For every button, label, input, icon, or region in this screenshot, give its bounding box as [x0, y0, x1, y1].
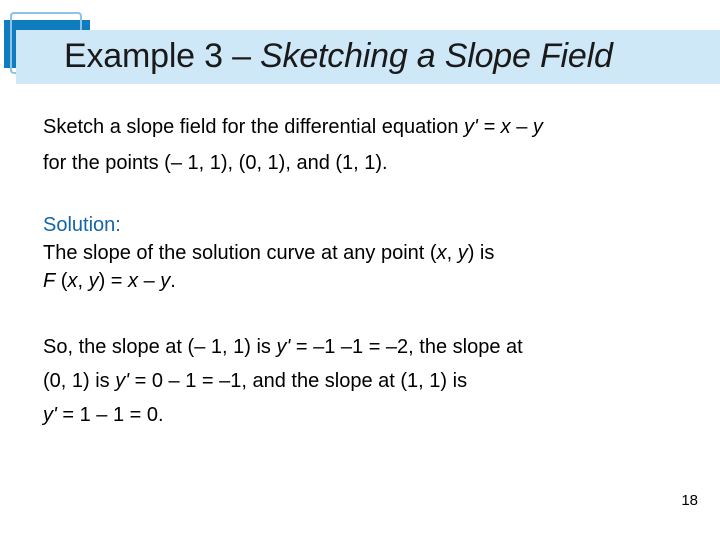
text-run: (: [55, 270, 68, 292]
math-run: y': [115, 370, 130, 392]
solution-label: Solution:: [43, 214, 121, 236]
text-run: = 0 – 1 = –1, and the slope at (1, 1) is: [129, 370, 468, 392]
title-emphasis: Sketching a Slope Field: [260, 37, 613, 75]
problem-line-1: [43, 110, 543, 144]
text-run: ) is: [467, 242, 495, 264]
text-run: ) =: [98, 270, 129, 292]
math-run: y: [88, 270, 99, 292]
conclusion-line-1: [43, 330, 523, 364]
page-number: 18: [681, 492, 698, 509]
math-run: F: [43, 270, 56, 292]
problem-line-2: for the points (– 1, 1), (0, 1), and (1, 1).: [43, 152, 388, 174]
conclusion-line-2: [43, 364, 467, 398]
text-run: –: [138, 270, 161, 292]
text-run: ,: [446, 242, 458, 264]
text-run: ,: [77, 270, 89, 292]
text-run: –: [510, 116, 533, 138]
conclusion-line-3: [43, 398, 164, 432]
math-run: x: [67, 270, 78, 292]
math-run: x: [128, 270, 139, 292]
text-run: So, the slope at (– 1, 1) is: [43, 336, 277, 358]
text-run: (0, 1) is: [43, 370, 116, 392]
title-prefix: Example 3 –: [64, 37, 261, 75]
math-run: x: [436, 242, 447, 264]
math-run: y: [160, 270, 171, 292]
text-run: = 1 – 1 = 0.: [56, 404, 164, 426]
text-run: = –1 –1 = –2, the slope at: [290, 336, 523, 358]
text-run: The slope of the solution curve at any point (: [43, 242, 437, 264]
math-run: y': [43, 404, 57, 426]
math-run: y: [457, 242, 468, 264]
math-run: y: [532, 116, 543, 138]
text-run: .: [170, 270, 176, 292]
slide-title: [64, 34, 613, 78]
solution-line-2: [43, 268, 176, 294]
text-run: Sketch a slope field for the differential equation: [43, 116, 465, 138]
math-run: y' = x: [464, 116, 511, 138]
math-run: y': [276, 336, 291, 358]
solution-line-1: [43, 240, 494, 266]
